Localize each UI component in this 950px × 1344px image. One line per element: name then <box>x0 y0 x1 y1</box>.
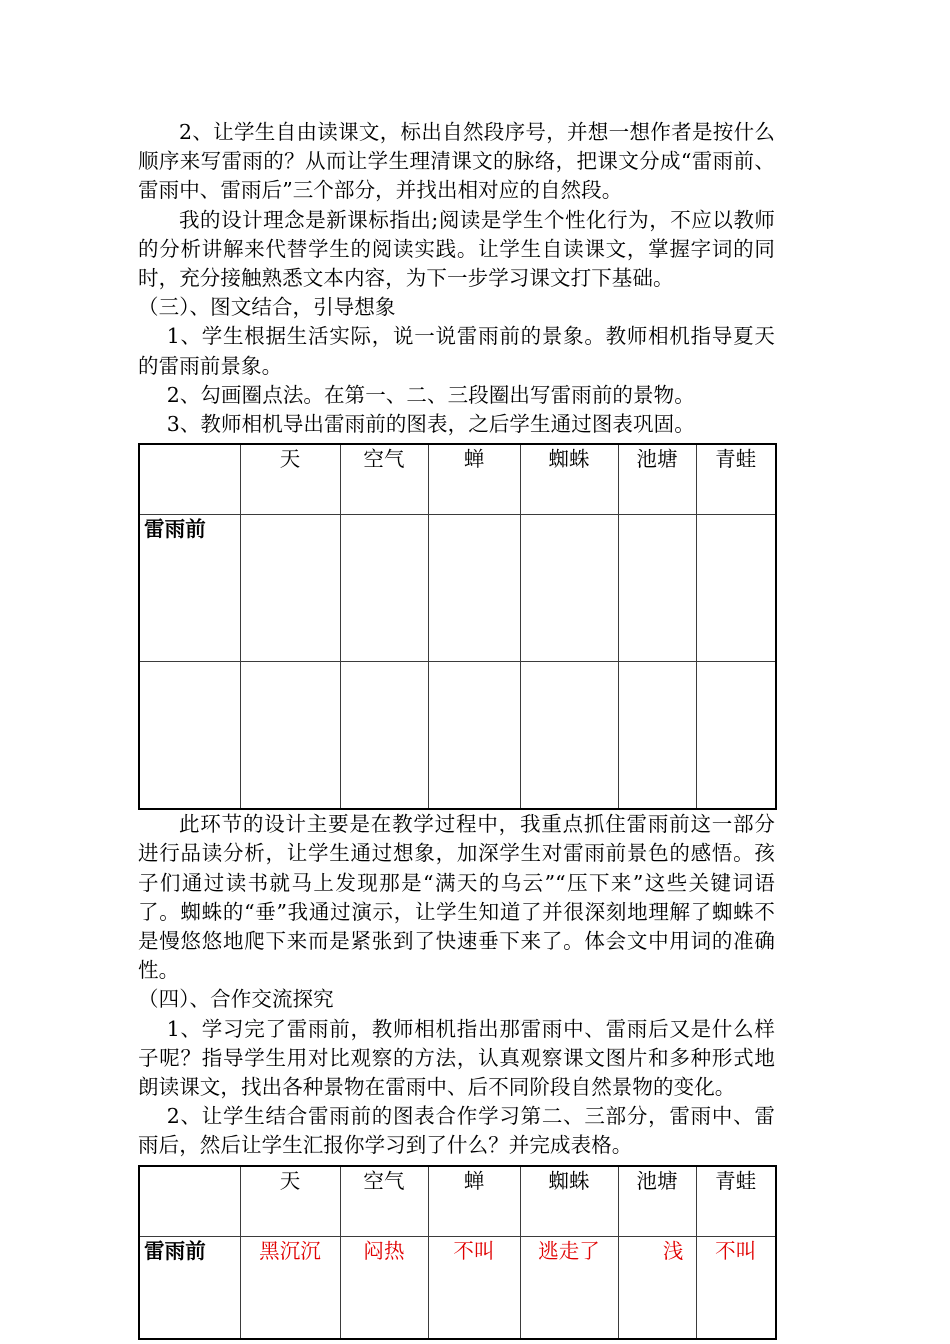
table-two-header-spider: 蜘蛛 <box>520 1166 618 1237</box>
section-four-item-1: 1、学习完了雷雨前，教师相机指出那雷雨中、雷雨后又是什么样子呢？指导学生用对比观察的方法，认真观察课文图片和多种形式地朗读课文，找出各种景物在雷雨中、后不同阶段自然景物的变化。 <box>138 1016 775 1100</box>
answer-text-air: 闷热 <box>363 1238 405 1263</box>
section-three-item-2: 2、勾画圈点法。在第一、二、三段圈出写雷雨前的景物。 <box>166 382 695 407</box>
table-one-row2-cell-spider[interactable] <box>520 662 618 810</box>
table-two-cell-air[interactable] <box>340 1236 428 1339</box>
table-two-header-pond: 池塘 <box>618 1166 696 1237</box>
section-heading-four: （四）、合作交流探究 <box>138 987 334 1012</box>
table-two-header-cicada: 蝉 <box>428 1166 520 1237</box>
table-one-header-sky: 天 <box>240 444 340 515</box>
document-body <box>138 118 775 1340</box>
table-row <box>139 515 776 662</box>
table-two-filled-worksheet <box>138 1165 777 1340</box>
table-two-header-sky: 天 <box>240 1166 340 1237</box>
section-heading-three: （三）、图文结合，引导想象 <box>138 295 396 320</box>
table-one-header-frog: 青蛙 <box>696 444 776 515</box>
table-two-cell-sky[interactable] <box>240 1236 340 1339</box>
table-one-header-spider: 蜘蛛 <box>520 444 618 515</box>
section-three-item-1: 1、学生根据生活实际，说一说雷雨前的景象。教师相机指导夏天的雷雨前景象。 <box>138 324 775 378</box>
table-one-row2-cell-pond[interactable] <box>618 662 696 810</box>
table-one-cell-air[interactable] <box>340 515 428 662</box>
answer-text-frog: 不叫 <box>715 1238 757 1263</box>
paragraph-design-concept: 我的设计理念是新课标指出;阅读是学生个性化行为，不应以教师的分析讲解来代替学生的阅读实践。让学生自读课文，掌握字词的同时，充分接触熟悉文本内容，为下一步学习课文打下基础。 <box>138 207 775 291</box>
answer-text-pond: 浅 <box>662 1238 684 1263</box>
table-two-cell-frog[interactable] <box>696 1236 776 1339</box>
table-one-row-label-before-rain: 雷雨前 <box>139 515 240 662</box>
table-one-cell-pond[interactable] <box>618 515 696 662</box>
table-two-header-corner <box>139 1166 240 1237</box>
table-two-cell-cicada[interactable] <box>428 1236 520 1339</box>
section-four-item-2: 2、让学生结合雷雨前的图表合作学习第二、三部分，雷雨中、雷雨后，然后让学生汇报你学习到了什么？并完成表格。 <box>138 1104 775 1158</box>
answer-text-cicada: 不叫 <box>453 1238 495 1263</box>
table-row <box>139 662 776 810</box>
paragraph-item-2: 2、让学生自由读课文，标出自然段序号，并想一想作者是按什么顺序来写雷雨的？从而让学生理清课文的脉络，把课文分成“雷雨前、雷雨中、雷雨后”三个部分，并找出相对应的自然段。 <box>138 120 775 203</box>
table-one-blank-worksheet <box>138 443 777 810</box>
table-one-row2-cell-sky[interactable] <box>240 662 340 810</box>
table-one-header-air: 空气 <box>340 444 428 515</box>
table-two-cell-spider[interactable] <box>520 1236 618 1339</box>
table-two-header-frog: 青蛙 <box>696 1166 776 1237</box>
table-two-header-air: 空气 <box>340 1166 428 1237</box>
table-row-header <box>139 1166 776 1237</box>
table-one-row2-cell-frog[interactable] <box>696 662 776 810</box>
table-one-wrapper <box>138 443 775 810</box>
section-three-item-3: 3、教师相机导出雷雨前的图表，之后学生通过图表巩固。 <box>166 412 695 437</box>
table-one-row2-label <box>139 662 240 810</box>
table-one-header-corner <box>139 444 240 515</box>
paragraph-after-table-one: 此环节的设计主要是在教学过程中，我重点抓住雷雨前这一部分进行品读分析，让学生通过想象，加深学生对雷雨前景色的感悟。孩子们通过读书就马上发现那是“满天的乌云”“压下来”这些关键词语了。蜘蛛的“垂”我通过演示，让学生知道了并很深刻地理解了蜘蛛不是慢悠悠地爬下来而是紧张到了快速垂下来了。体会文中用词的准确性。 <box>138 812 775 983</box>
answer-text-sky: 黑沉沉 <box>259 1238 321 1263</box>
table-one-header-cicada: 蝉 <box>428 444 520 515</box>
table-one-row2-cell-cicada[interactable] <box>428 662 520 810</box>
table-two-wrapper <box>138 1165 775 1340</box>
answer-text-spider: 逃走了 <box>538 1238 600 1263</box>
table-one-header-pond: 池塘 <box>618 444 696 515</box>
table-one-cell-frog[interactable] <box>696 515 776 662</box>
table-one-cell-cicada[interactable] <box>428 515 520 662</box>
table-one-cell-sky[interactable] <box>240 515 340 662</box>
table-one-cell-spider[interactable] <box>520 515 618 662</box>
table-two-row-label-before-rain: 雷雨前 <box>139 1236 240 1339</box>
table-two-cell-pond[interactable] <box>618 1236 696 1339</box>
table-one-row2-cell-air[interactable] <box>340 662 428 810</box>
table-row-header <box>139 444 776 515</box>
table-row <box>139 1236 776 1339</box>
